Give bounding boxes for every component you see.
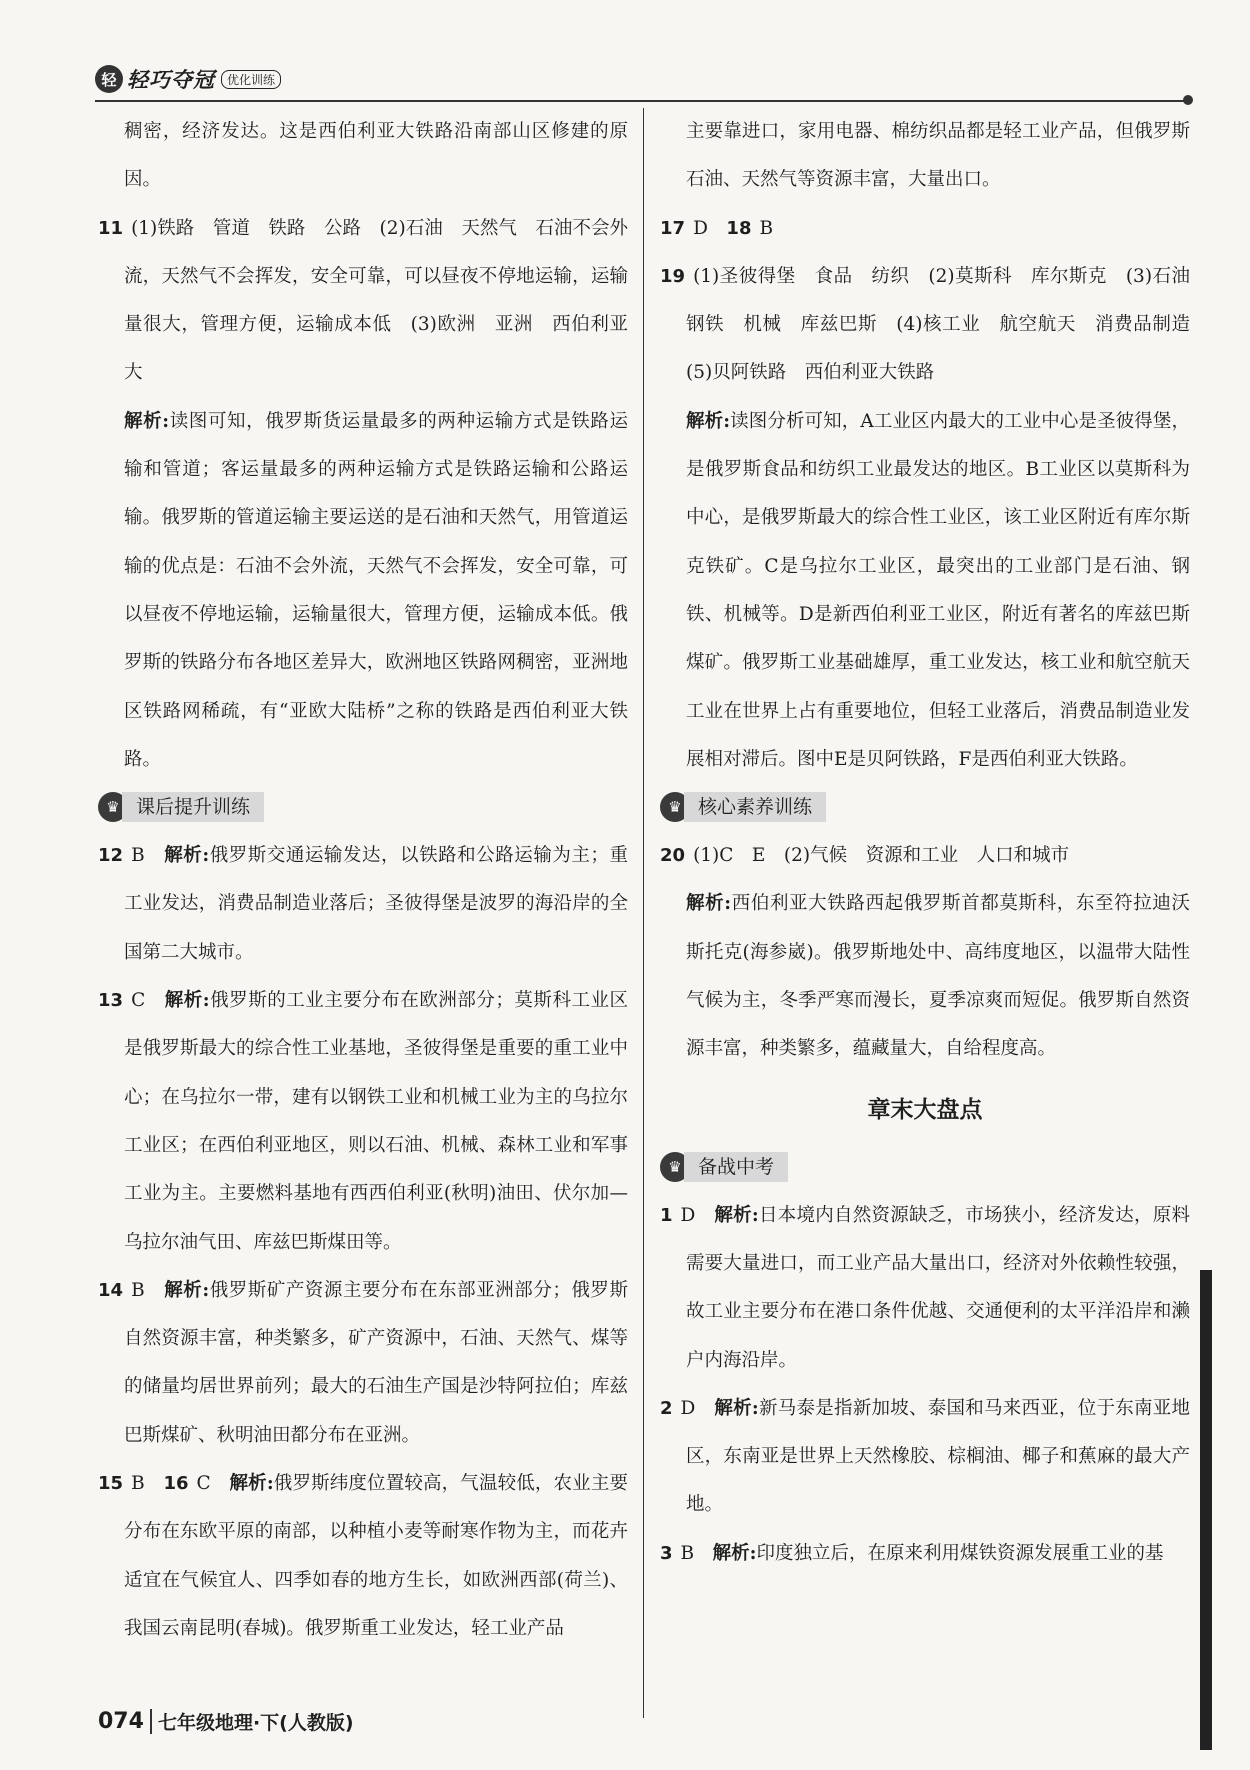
analysis-label: 解析: <box>164 845 210 867</box>
analysis-text: 西伯利亚大铁路西起俄罗斯首都莫斯科，东至符拉迪沃斯托克(海参崴)。俄罗斯地处中、高纬度地区，以温带大陆性气候为主，冬季严寒而漫长，夏季凉爽而短促。俄罗斯自然资源丰富，种类繁多，蕴藏量大，自给程度高。 <box>686 893 1190 1060</box>
brand-title: 轻巧夺冠 <box>127 68 215 92</box>
continued-analysis-16: 主要靠进口，家用电器、棉纺织品都是轻工业产品，但俄罗斯石油、天然气等资源丰富，大量出口。 <box>686 121 1190 191</box>
analysis-label: 解析: <box>164 990 210 1012</box>
answer-20 <box>660 832 1190 880</box>
exam-answer-3 <box>660 1530 1190 1578</box>
brand-tag: 优化训练 <box>221 70 281 89</box>
analysis-label: 解析: <box>712 1542 757 1564</box>
section-header-core <box>660 790 1190 824</box>
page-number: 074 <box>98 1709 152 1734</box>
question-number: 3 <box>660 1542 673 1564</box>
page-header <box>95 62 1190 106</box>
answer-choice: D <box>680 1204 696 1226</box>
crown-icon: ♛ <box>660 792 690 822</box>
exam-answer-1 <box>660 1192 1190 1385</box>
question-number: 17 <box>660 217 686 239</box>
crown-icon: ♛ <box>660 1152 690 1182</box>
continued-answer-10: 稠密，经济发达。这是西伯利亚大铁路沿南部山区修建的原因。 <box>124 121 628 191</box>
question-number: 12 <box>98 845 124 867</box>
section-header-exam <box>660 1150 1190 1184</box>
question-number: 20 <box>660 845 686 867</box>
answer-text: (1)圣彼得堡 食品 纺织 (2)莫斯科 库尔斯克 (3)石油 钢铁 机械 库兹巴斯 (4)核工业 航空航天 消费品制造 (5)贝阿铁路 西伯利亚大铁路 <box>686 265 1209 384</box>
brand-logo <box>95 64 281 94</box>
answer-choice: B <box>131 845 145 867</box>
answer-15-16 <box>98 1460 628 1653</box>
section-title: 核心素养训练 <box>684 792 826 822</box>
analysis-label: 解析: <box>164 1279 210 1301</box>
analysis-text: 印度独立后，在原来利用煤铁资源发展重工业的基 <box>756 1542 1164 1564</box>
question-number: 19 <box>660 265 686 287</box>
answer-choice: C <box>131 990 146 1012</box>
answer-19 <box>660 253 1209 398</box>
chapter-title: 章末大盘点 <box>867 1096 983 1123</box>
analysis-label: 解析: <box>714 1397 759 1419</box>
question-number: 14 <box>98 1279 124 1301</box>
question-number: 2 <box>660 1397 673 1419</box>
analysis-label: 解析: <box>124 410 170 432</box>
right-column <box>660 108 1209 1578</box>
answer-17-18 <box>660 205 1190 253</box>
column-divider <box>643 108 644 1718</box>
question-number-2: 18 <box>726 217 752 239</box>
section-header-after-class <box>98 790 628 824</box>
analysis-label: 解析: <box>714 1204 759 1226</box>
header-rule <box>95 100 1190 102</box>
analysis-label: 解析: <box>229 1473 274 1495</box>
answer-11 <box>98 205 628 398</box>
answer-12 <box>98 832 628 977</box>
answer-choice: B <box>680 1542 695 1564</box>
answer-choice-2: C <box>196 1473 211 1495</box>
analysis-text: 俄罗斯纬度位置较高，气温较低，农业主要分布在东欧平原的南部，以种植小麦等耐寒作物为主，而花卉适宜在气候宜人、四季如春的地方生长，如欧洲西部(荷兰)、我国云南昆明(春城)。俄罗斯重工业发达，轻工业产品 <box>124 1473 628 1639</box>
answer-choice: D <box>680 1397 696 1419</box>
answer-13 <box>98 977 628 1267</box>
question-number: 1 <box>660 1204 673 1226</box>
section-title: 课后提升训练 <box>122 792 264 822</box>
logo-badge-icon: 轻 <box>95 65 123 93</box>
answer-14 <box>98 1267 628 1460</box>
answer-text: (1)C E (2)气候 资源和工业 人口和城市 <box>693 845 1070 867</box>
analysis-text: 读图分析可知，A工业区内最大的工业中心是圣彼得堡，是俄罗斯食品和纺织工业最发达的地区。B工业区以莫斯科为中心，是俄罗斯最大的综合性工业区，该工业区附近有库尔斯克铁矿。C是乌拉尔工业区，最突出的工业部门是石油、钢铁、机械等。D是新西伯利亚工业区，附近有著名的库兹巴斯煤矿。俄罗斯工业基础雄厚，重工业发达，核工业和航空航天工业在世界上占有重要地位，但轻工业落后，消费品制造业发展相对滞后。图中E是贝阿铁路，F是西伯利亚大铁路。 <box>686 410 1190 770</box>
page-edge-shadow <box>1200 1270 1212 1750</box>
question-number: 11 <box>98 217 124 239</box>
analysis-text: 俄罗斯矿产资源主要分布在东部亚洲部分；俄罗斯自然资源丰富，种类繁多，矿产资源中，石油、天然气、煤等的储量均居世界前列；最大的石油生产国是沙特阿拉伯；库兹巴斯煤矿、秋明油田都分布在亚洲。 <box>124 1279 628 1446</box>
analysis-11 <box>98 398 628 784</box>
analysis-text: 新马泰是指新加坡、泰国和马来西亚，位于东南亚地区，东南亚是世界上天然橡胶、棕榈油、椰子和蕉麻的最大产地。 <box>686 1397 1190 1516</box>
page-footer <box>98 1708 354 1735</box>
left-column <box>98 108 628 1653</box>
answer-choice: B <box>131 1279 145 1301</box>
analysis-19 <box>660 398 1190 784</box>
question-number-2: 16 <box>163 1473 189 1495</box>
analysis-text: 日本境内自然资源缺乏，市场狭小，经济发达，原料需要大量进口，而工业产品大量出口，经济对外依赖性较强，故工业主要分布在港口条件优越、交通便利的太平洋沿岸和濑户内海沿岸。 <box>686 1204 1190 1371</box>
crown-icon: ♛ <box>98 792 128 822</box>
question-number: 15 <box>98 1473 124 1495</box>
answer-text: (1)铁路 管道 铁路 公路 (2)石油 天然气 石油不会外流，天然气不会挥发，安全可靠，可以昼夜不停地运输，运输量很大，管理方便，运输成本低 (3)欧洲 亚洲 西伯利亚大 <box>124 217 628 384</box>
answer-choice-2: B <box>759 217 774 239</box>
header-dot-icon <box>1183 95 1193 105</box>
question-number: 13 <box>98 990 124 1012</box>
analysis-label: 解析: <box>686 410 731 432</box>
analysis-text: 读图可知，俄罗斯货运量最多的两种运输方式是铁路运输和管道；客运量最多的两种运输方式是铁路运输和公路运输。俄罗斯的管道运输主要运送的是石油和天然气，用管道运输的优点是：石油不会外流，天然气不会挥发，安全可靠，可以昼夜不停地运输，运输量很大，管理方便，运输成本低。俄罗斯的铁路分布各地区差异大，欧洲地区铁路网稠密，亚洲地区铁路网稀疏，有“亚欧大陆桥”之称的铁路是西伯利亚大铁路。 <box>124 410 628 770</box>
book-title: 七年级地理·下(人教版) <box>157 1712 354 1734</box>
analysis-20 <box>660 880 1190 1073</box>
analysis-text: 俄罗斯交通运输发达，以铁路和公路运输为主；重工业发达，消费品制造业落后；圣彼得堡是波罗的海沿岸的全国第二大城市。 <box>124 845 628 963</box>
analysis-text: 俄罗斯的工业主要分布在欧洲部分；莫斯科工业区是俄罗斯最大的综合性工业基地，圣彼得堡是重要的重工业中心；在乌拉尔一带，建有以钢铁工业和机械工业为主的乌拉尔工业区；在西伯利亚地区，则以石油、机械、森林工业和军事工业为主。主要燃料基地有西西伯利亚(秋明)油田、伏尔加—乌拉尔油气田、库兹巴斯煤田等。 <box>124 990 628 1253</box>
answer-choice: B <box>131 1473 145 1495</box>
section-title: 备战中考 <box>684 1152 788 1182</box>
answer-choice: D <box>693 217 708 239</box>
analysis-label: 解析: <box>686 893 732 915</box>
exam-answer-2 <box>660 1385 1190 1530</box>
